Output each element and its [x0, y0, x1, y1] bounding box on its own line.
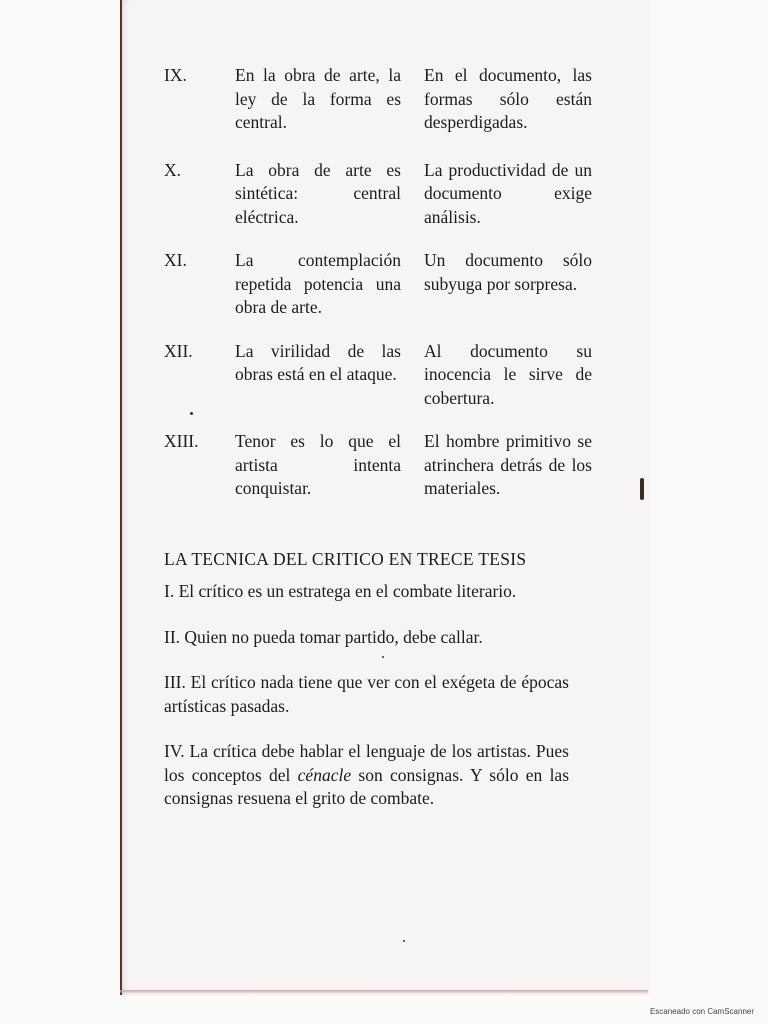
thesis-row — [164, 249, 592, 320]
thesis-artwork-text: Tenor es lo que el artista intenta conquistar. — [235, 431, 401, 498]
thesis-number: X. — [164, 159, 182, 180]
theses-table — [164, 64, 592, 501]
critic-theses-section — [164, 548, 569, 811]
page-edge — [120, 990, 648, 994]
thesis-document-text: Al documento su inocencia le sirve de cobertura. — [424, 340, 592, 408]
thesis-number: XIII. — [164, 431, 199, 451]
thesis-document-text: En el documento, las formas sólo están desperdigadas. — [424, 65, 592, 132]
thesis-row — [164, 64, 592, 135]
scan-speck — [190, 412, 193, 415]
thesis-artwork-text: La virilidad de las obras está en el ataque. — [235, 340, 401, 384]
section-item — [164, 740, 569, 811]
thesis-number: XI. — [164, 250, 187, 270]
section-item-text: IV. La crítica debe hablar el lenguaje de los artistas. Pues los conceptos del — [164, 741, 569, 785]
scanner-watermark: Escaneado con CamScanner — [649, 1007, 754, 1016]
thesis-document-text: Un documento sólo subyuga por sorpresa. — [424, 250, 592, 294]
scan-speck — [403, 940, 405, 942]
thesis-row — [164, 159, 592, 230]
scan-speck — [640, 478, 644, 500]
thesis-artwork-text: La obra de arte es sintética: central eléctrica. — [235, 159, 401, 227]
section-title: LA TECNICA DEL CRITICO EN TRECE TESIS — [164, 549, 527, 569]
thesis-row — [164, 430, 592, 501]
section-item: II. Quien no pueda tomar partido, debe callar. — [164, 626, 483, 647]
thesis-document-text: La productividad de un documento exige análisis. — [424, 159, 592, 227]
thesis-number: IX. — [164, 65, 187, 85]
thesis-artwork-text: En la obra de arte, la ley de la forma es central. — [235, 65, 401, 132]
section-item: I. El crítico es un estratega en el combate literario. — [164, 581, 517, 601]
thesis-artwork-text: La contemplación repetida potencia una obra de arte. — [235, 250, 401, 317]
section-item: III. El crítico nada tiene que ver con el exégeta de épocas artísticas pasadas. — [164, 672, 569, 716]
thesis-number: XII. — [164, 340, 193, 361]
thesis-document-text: El hombre primitivo se atrinchera detrás de los materiales. — [424, 431, 592, 498]
thesis-row — [164, 340, 592, 411]
emphasized-word: cénacle — [297, 764, 352, 785]
section-item-text: son consignas. Y sólo en las consignas resuena el grito de combate. — [164, 764, 570, 808]
scan-speck — [382, 656, 384, 658]
